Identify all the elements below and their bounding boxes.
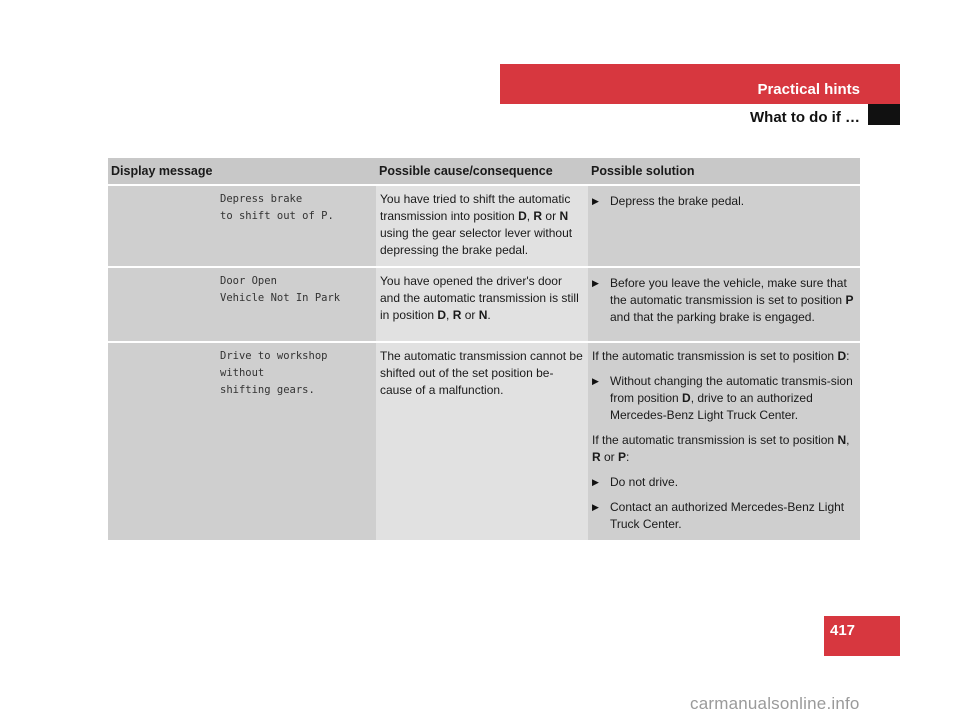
section-title: Practical hints <box>757 81 860 98</box>
solution-text: Do not drive. <box>610 475 679 489</box>
solution-text-part: If the automatic transmission is set to position <box>592 349 838 363</box>
solution-step <box>592 275 856 326</box>
display-message-cell <box>108 185 376 267</box>
solution-text-part: Before you leave the vehicle, make sure that the automatic transmission is set to position <box>610 276 847 307</box>
solution-text-part: Without changing the automatic transmis-sion from position <box>610 374 853 405</box>
column-header-solution: Possible solution <box>588 158 860 185</box>
watermark: carmanualsonline.info <box>690 694 860 713</box>
solution-text-part: : <box>626 450 630 464</box>
cause-text: . <box>487 308 491 322</box>
bullet-arrow-icon: ▶ <box>592 196 599 206</box>
table-row <box>108 342 860 540</box>
display-message-cell <box>108 267 376 342</box>
gear-position: D <box>518 209 527 223</box>
display-message: Door Open Vehicle Not In Park <box>220 275 341 304</box>
bullet-arrow-icon: ▶ <box>592 278 599 288</box>
troubleshooting-table <box>108 158 860 540</box>
gear-position: R <box>452 308 462 322</box>
display-message-cell <box>108 342 376 540</box>
column-header-display-message: Display message <box>108 158 376 185</box>
cause-text: The automatic transmission cannot be shifted out of the set position be-cause of a malfunction. <box>380 349 583 397</box>
gear-position: D <box>437 308 447 322</box>
gear-position: P <box>845 293 854 307</box>
solution-text: Depress the brake pedal. <box>610 194 745 208</box>
solution-text <box>610 275 856 326</box>
gear-position: R <box>533 209 543 223</box>
gear-position: D <box>682 391 691 405</box>
cause-text: You have opened the driver's door and the automatic transmission is still in position <box>380 274 579 322</box>
cause-text: You have tried to shift the automatic transmission into position <box>380 192 571 223</box>
table-row <box>108 185 860 267</box>
cause-text: , <box>446 308 453 322</box>
solution-cell <box>588 342 860 540</box>
gear-position: N <box>478 308 488 322</box>
gear-position: R <box>592 450 601 464</box>
solution-text: Contact an authorized Mercedes-Benz Light Truck Center. <box>610 500 845 531</box>
cause-text: , <box>526 209 534 223</box>
solution-step <box>592 474 856 491</box>
gear-position: D <box>837 349 847 363</box>
cause-text: or <box>542 209 560 223</box>
solution-condition <box>592 348 856 365</box>
display-message: Drive to workshop without shifting gears. <box>220 350 328 396</box>
gear-position: N <box>559 209 569 223</box>
solution-cell <box>588 267 860 342</box>
bullet-arrow-icon: ▶ <box>592 502 599 512</box>
solution-condition <box>592 432 856 466</box>
cause-text: or <box>461 308 479 322</box>
cause-text: using the gear selector lever without depressing the brake pedal. <box>380 226 573 257</box>
gear-position: P <box>618 450 627 464</box>
table-header-row <box>108 158 860 185</box>
solution-text-part: and that the parking brake is engaged. <box>610 310 815 324</box>
table-row <box>108 267 860 342</box>
solution-text-part: : <box>846 349 850 363</box>
solution-step <box>592 193 856 210</box>
display-message: Depress brake to shift out of P. <box>220 193 334 222</box>
solution-cell <box>588 185 860 267</box>
solution-text-part: , drive to an authorized Mercedes-Benz Light Truck Center. <box>610 391 813 422</box>
solution-text-part: If the automatic transmission is set to position <box>592 433 838 447</box>
solution-text <box>610 373 856 424</box>
column-header-cause: Possible cause/consequence <box>376 158 588 185</box>
solution-step <box>592 373 856 424</box>
bullet-arrow-icon: ▶ <box>592 477 599 487</box>
page-number: 417 <box>824 616 900 656</box>
solution-text-part: , <box>846 433 850 447</box>
subsection-title: What to do if … <box>750 109 860 126</box>
header-tab-marker <box>868 104 900 125</box>
cause-cell <box>376 267 588 342</box>
cause-cell <box>376 185 588 267</box>
gear-position: N <box>837 433 847 447</box>
solution-text-part: or <box>600 450 619 464</box>
cause-cell <box>376 342 588 540</box>
bullet-arrow-icon: ▶ <box>592 376 599 386</box>
solution-step <box>592 499 856 533</box>
